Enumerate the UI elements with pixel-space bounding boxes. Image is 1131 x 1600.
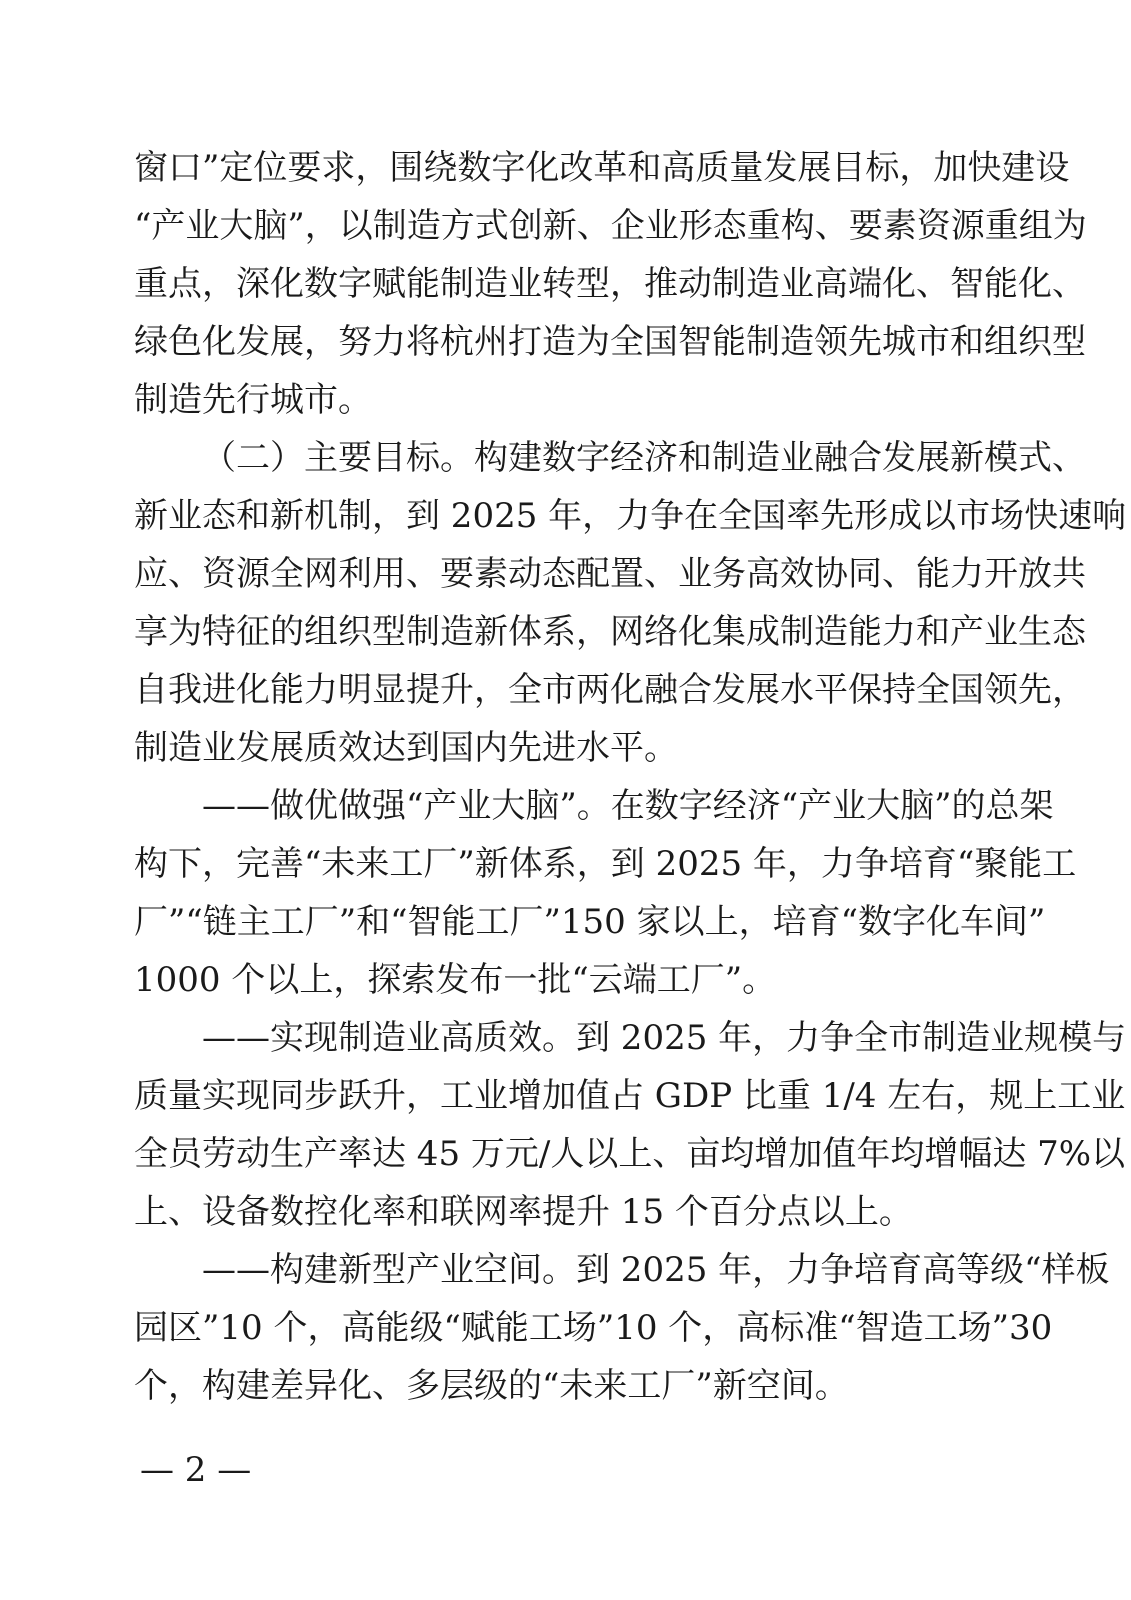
body-text-line: 构下，完善“未来工厂”新体系，到 2025 年，力争培育“聚能工 (134, 844, 1077, 884)
body-text-line: 新业态和新机制，到 2025 年，力争在全国率先形成以市场快速响 (134, 496, 1127, 536)
body-text-line: 质量实现同步跃升，工业增加值占 GDP 比重 1/4 左右，规上工业 (134, 1076, 1126, 1116)
body-text-line: 窗口”定位要求，围绕数字化改革和高质量发展目标，加快建设 (134, 148, 1070, 188)
body-text-line: “产业大脑”，以制造方式创新、企业形态重构、要素资源重组为 (134, 206, 1087, 246)
body-text-line: 享为特征的组织型制造新体系，网络化集成制造能力和产业生态 (134, 612, 1086, 652)
page-number: — 2 — (140, 1450, 252, 1490)
section-heading-line: （二）主要目标。构建数字经济和制造业融合发展新模式、 (202, 438, 1086, 478)
body-text-line: 制造业发展质效达到国内先进水平。 (134, 728, 678, 768)
body-text-line: 1000 个以上，探索发布一批“云端工厂”。 (134, 960, 777, 1000)
body-text-line: ——构建新型产业空间。到 2025 年，力争培育高等级“样板 (202, 1250, 1110, 1290)
body-text-line: 上、设备数控化率和联网率提升 15 个百分点以上。 (134, 1192, 913, 1232)
body-text-line: 绿色化发展，努力将杭州打造为全国智能制造领先城市和组织型 (134, 322, 1086, 362)
body-text-line: 园区”10 个，高能级“赋能工场”10 个，高标准“智造工场”30 (134, 1308, 1053, 1348)
body-text-line: ——做优做强“产业大脑”。在数字经济“产业大脑”的总架 (202, 786, 1054, 826)
body-text-line: 应、资源全网利用、要素动态配置、业务高效协同、能力开放共 (134, 554, 1086, 594)
body-text-line: ——实现制造业高质效。到 2025 年，力争全市制造业规模与 (202, 1018, 1127, 1058)
body-text-line: 个，构建差异化、多层级的“未来工厂”新空间。 (134, 1366, 849, 1406)
body-text-line: 全员劳动生产率达 45 万元/人以上、亩均增加值年均增幅达 7%以 (134, 1134, 1126, 1174)
body-text-line: 重点，深化数字赋能制造业转型，推动制造业高端化、智能化、 (134, 264, 1086, 304)
body-text-line: 制造先行城市。 (134, 380, 372, 420)
body-text-line: 自我进化能力明显提升，全市两化融合发展水平保持全国领先， (134, 670, 1086, 710)
body-text-line: 厂”“链主工厂”和“智能工厂”150 家以上，培育“数字化车间” (134, 902, 1046, 942)
